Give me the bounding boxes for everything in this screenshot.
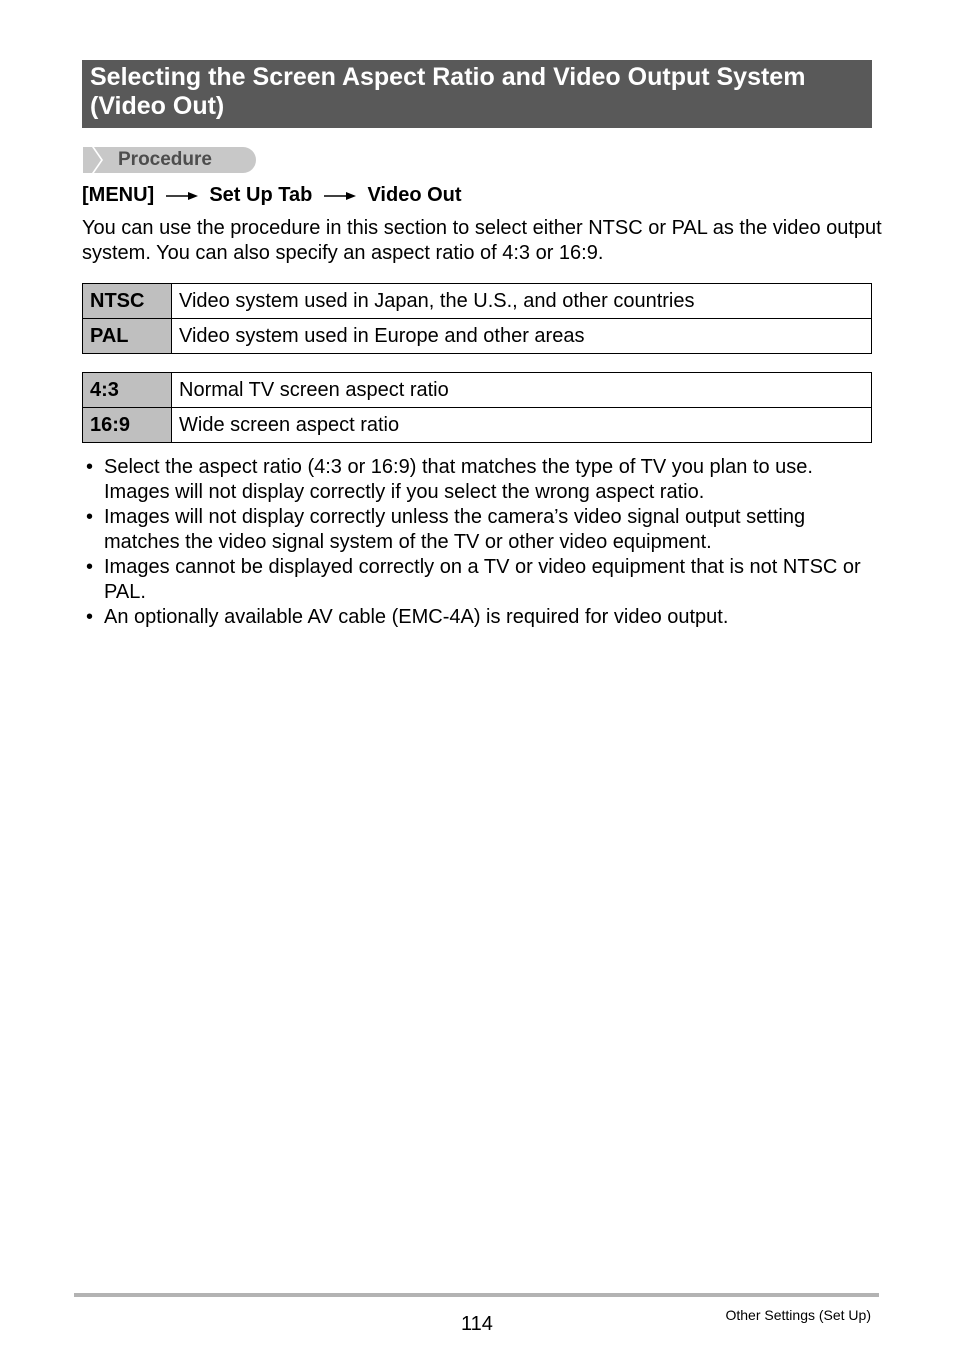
bullet: • [86,456,94,478]
intro-paragraph: You can use the procedure in this section to select either NTSC or PAL as the video output system. You can also specify an aspect ratio of 4:3 or 16:9. [82,217,882,264]
bullet: • [86,506,94,528]
video-system-table [82,283,872,354]
menu-path-step-setup-tab: Set Up Tab [209,184,313,206]
table-desc-cell: Video system used in Europe and other areas [172,319,872,354]
procedure-badge [83,147,256,173]
list-item [82,505,872,555]
page-title: Selecting the Screen Aspect Ratio and Video Output System (Video Out) [90,63,806,120]
menu-path-step-video-out: Video Out [367,184,462,206]
aspect-ratio-table [82,372,872,443]
table-row [83,284,872,319]
arrow-right-icon [166,191,198,201]
table-key-cell: 4:3 [83,373,172,408]
table-desc-cell: Video system used in Japan, the U.S., and other countries [172,284,872,319]
arrow-right-icon [324,191,356,201]
footer-section-label: Other Settings (Set Up) [725,1307,871,1323]
chevron-right-icon [83,147,105,173]
table-desc-cell: Normal TV screen aspect ratio [172,373,872,408]
note-text: Select the aspect ratio (4:3 or 16:9) that matches the type of TV you plan to use. Images will not display correctly if you select the wrong aspect ratio. [104,456,813,503]
note-text: Images will not display correctly unless the camera’s video signal output setting matches the video signal system of the TV or other video equipment. [104,506,806,553]
note-text: Images cannot be displayed correctly on a TV or video equipment that is not NTSC or PAL. [104,556,861,603]
table-key-cell: NTSC [83,284,172,319]
table-row [83,319,872,354]
table-row [83,408,872,443]
bullet: • [86,606,94,628]
list-item [82,555,872,605]
menu-path-step-menu: [MENU] [82,184,155,206]
table-key-cell: PAL [83,319,172,354]
list-item [82,455,872,505]
notes-list [82,455,872,630]
table-row [83,373,872,408]
section-title-bar [82,60,872,128]
note-text: An optionally available AV cable (EMC-4A) is required for video output. [104,606,729,628]
table-key-cell: 16:9 [83,408,172,443]
procedure-label: Procedure [118,149,212,170]
bullet: • [86,556,94,578]
page-number: 114 [461,1313,493,1335]
menu-path [82,183,462,207]
list-item [82,605,872,630]
footer-divider [74,1293,879,1297]
table-desc-cell: Wide screen aspect ratio [172,408,872,443]
